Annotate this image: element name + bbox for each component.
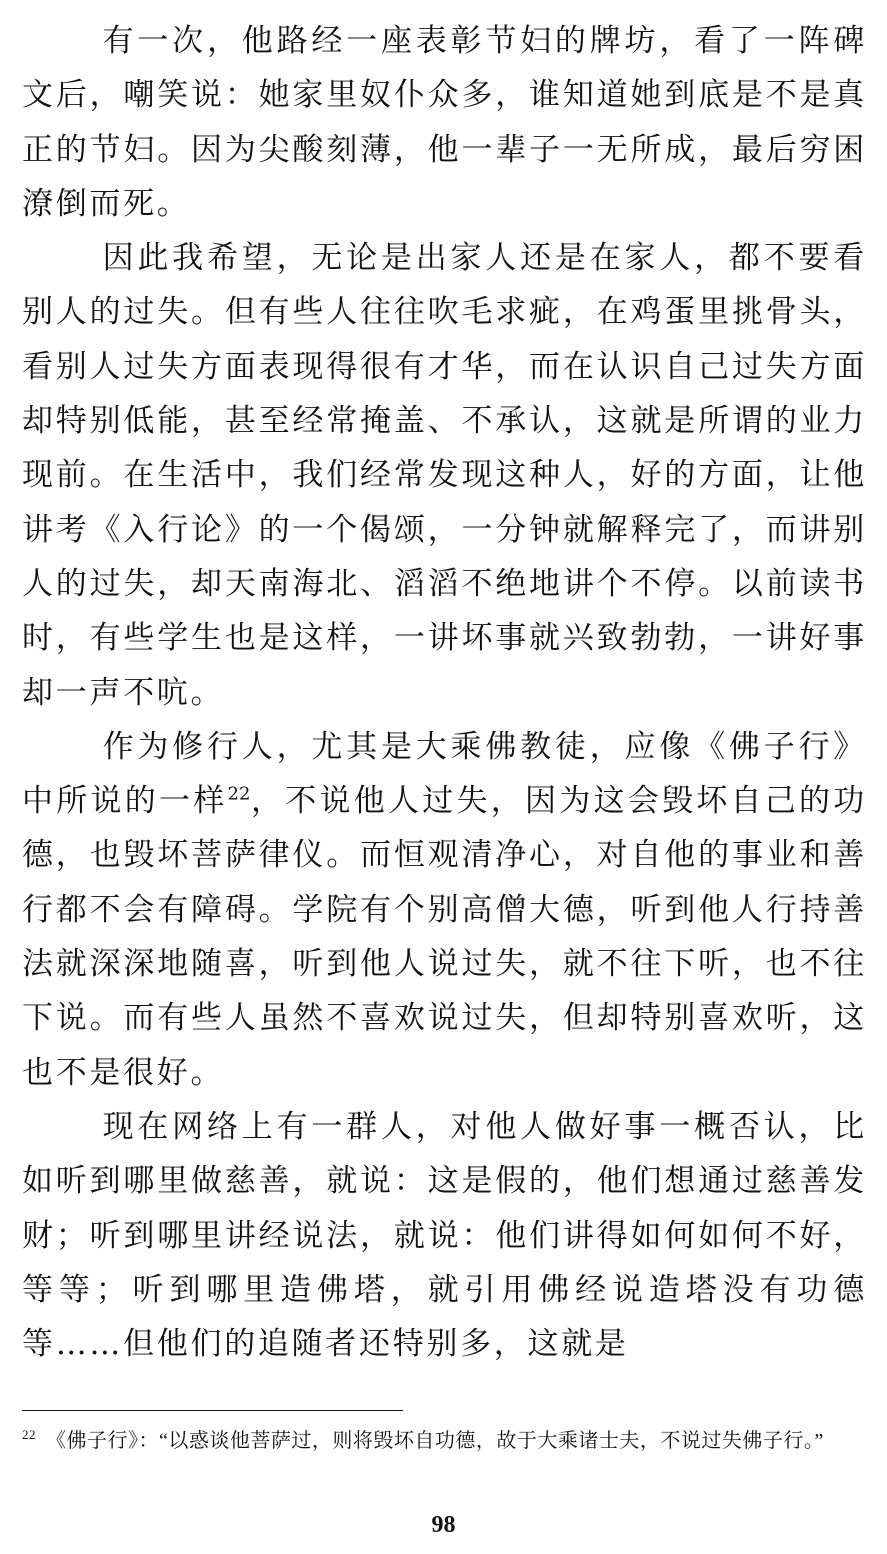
paragraph-3 (22, 720, 867, 1100)
footnote-number: 22 (22, 1427, 36, 1443)
footnote-divider (22, 1410, 403, 1411)
paragraph-3-text-before: 作为修行人，尤其是大乘佛教徒，应像《佛子行》中所说的一样 (22, 728, 867, 820)
footnote-reference[interactable]: 22 (227, 783, 251, 805)
footnote (22, 1426, 867, 1456)
paragraph-2: 因此我希望，无论是出家人还是在家人，都不要看别人的过失。但有些人往往吹毛求疵，在鸡蛋里挑骨头，看别人过失方面表现得很有才华，而在认识自己过失方面却特别低能，甚至经常掩盖、不承认，这就是所谓的业力现前。在生活中，我们经常发现这种人，好的方面，让他讲考《入行论》的一个偈颂，一分钟就解释完了，而讲别人的过失，却天南海北、滔滔不绝地讲个不停。以前读书时，有些学生也是这样，一讲坏事就兴致勃勃，一讲好事却一声不吭。 (22, 240, 867, 711)
paragraph-3-text-after: ，不说他人过失，因为这会毁坏自己的功德，也毁坏菩萨律仪。而恒观清净心，对自他的事业和善行都不会有障碍。学院有个别高僧大德，听到他人行持善法就深深地随喜，听到他人说过失，就不往下听，也不往下说。而有些人虽然不喜欢说过失，但却特别喜欢听，这也不是很好。 (22, 783, 867, 1091)
paragraph-1: 有一次，他路经一座表彰节妇的牌坊，看了一阵碑文后，嘲笑说：她家里奴仆众多，谁知道她到底是不是真正的节妇。因为尖酸刻薄，他一辈子一无所成，最后穷困潦倒而死。 (22, 23, 867, 222)
footnote-text: 《佛子行》：“以惑谈他菩萨过，则将毁坏自功德，故于大乘诸士夫，不说过失佛子行。” (46, 1430, 824, 1452)
body-text (22, 14, 867, 1371)
paragraph-4: 现在网络上有一群人，对他人做好事一概否认，比如听到哪里做慈善，就说：这是假的，他们想通过慈善发财；听到哪里讲经说法，就说：他们讲得如何如何不好，等等；听到哪里造佛塔，就引用佛经说造塔没有功德等……但他们的追随者还特别多，这就是 (22, 1108, 867, 1363)
page-number: 98 (431, 1512, 456, 1538)
